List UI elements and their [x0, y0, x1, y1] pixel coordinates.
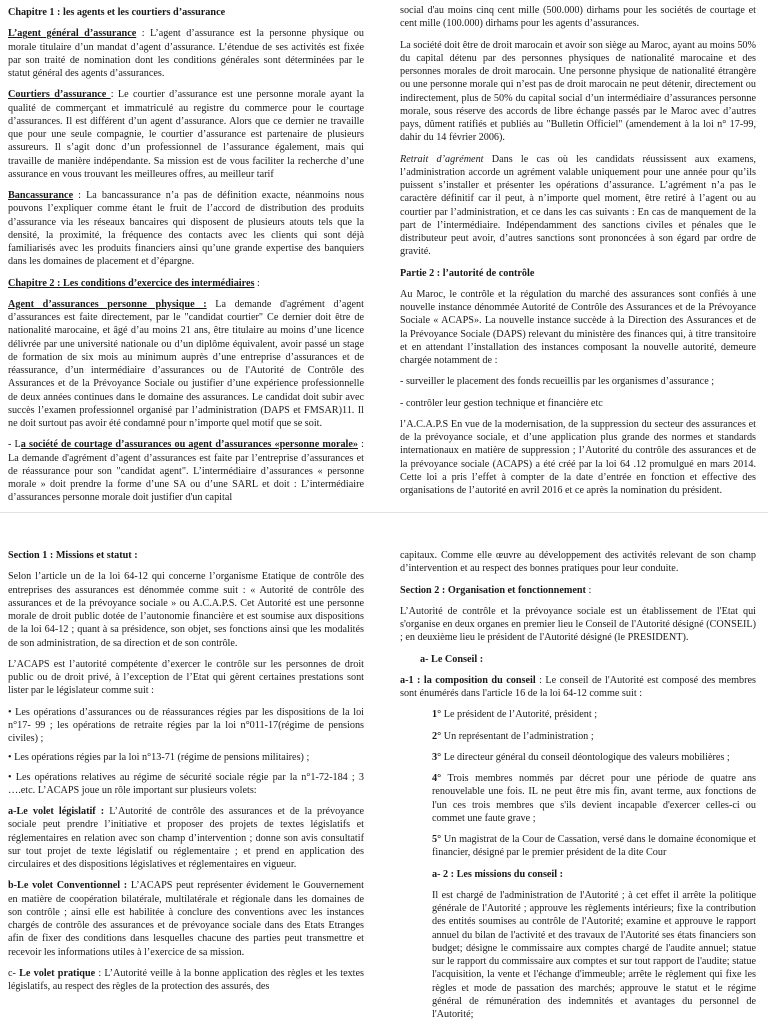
bottom-right-column	[400, 549, 756, 1024]
agent-term: L’agent général d’assurance	[8, 28, 137, 40]
volet-legislatif-text: L’Autorité de contrôle des assurances et de la prévoyance sociale peut prendre l’initiative et proposer des projets de textes législatifs et réglementaires en relation avec son champ d’intervention ; donne son avis consultatif sur tout projet de texte législatif ou réglementaire ; et prend en application des circulaires et des dispositions législatives et réglementaires en vigueur.	[8, 806, 364, 870]
agent-pp-text: La demande d'agrément d’agent d’assurances est faite directement, par le "candidat courtier" Ce dernier doit être de nationalité marocaine, et âgé d’au moins 21 ans, être titulaire au moins d’une licence délivrée par une université nationale ou d’un diplôme équivalent, avoir passé un stage de formation de six mois au minimum auprès d’une entreprise d’assurances et de réassurance, d’un intermédiaire d’assurances ou de l'Autorité de Contrôle des Assurances et de la Prévoyance Sociale ou justifier d’une expérience professionnelle de deux années continues dans le domaine des assurances. Le candidat doit subir avec succès l’examen professionnel organisé par l’administration (DAPS et FMSAR)11. Il ne doit surtout pas avoir été condamné pour n’importe quel motif que se soit.	[8, 298, 364, 429]
composition-paragraph	[400, 674, 756, 701]
top-left-column	[8, 6, 364, 512]
agent-pp-paragraph	[8, 298, 364, 431]
section2-heading	[400, 584, 756, 597]
maroc-paragraph: Au Maroc, le contrôle et la régulation du marché des assurances sont confiés à une nouvelle instance dénommée Autorité de Contrôle des Assurances et de la Prévoyance Sociale « ACAPS». La nouvelle instance succède à la Direction des Assurances et de la Prévoyance Sociale (DAPS) relevant du ministère des finances qui, à titre transitoire et en attendant l’installation des instances composant la nouvelle autorité, demeure chargée notamment de :	[400, 288, 756, 366]
section1-title: Section 1 : Missions et statut :	[8, 550, 138, 561]
section2-colon: :	[585, 584, 592, 596]
competente-paragraph: L’ACAPS est l’autorité compétente d’exercer le contrôle sur les personnes de droit public ou de droit privé, à l’exception de l’Etat qui gèrent certaines prestations sont lister par le législateur comme suit :	[8, 658, 364, 697]
conseil-title: a- Le Conseil :	[420, 653, 484, 665]
retrait-term: Retrait d’agrément	[400, 153, 484, 165]
capital-paragraph: social d'au moins cinq cent mille (500.000) dirhams pour les sociétés de courtage et cent mille (100.000) dirhams pour les agents d’assurances.	[400, 5, 756, 30]
volet-conventionnel-paragraph	[8, 879, 364, 959]
volet-pratique-prefix: c-	[8, 967, 20, 979]
volet-legislatif-term: a-Le volet législatif :	[8, 806, 105, 817]
operation-item-1: • Les opérations d’assurances ou de réassurances régies par les dispositions de la loi n°17- 99 ; les opérations de retraite régies par la loi n°011-17(régime de pensions civiles) ;	[8, 706, 364, 744]
courtier-paragraph	[8, 88, 364, 181]
retrait-text: Dans le cas où les candidats réussissent aux examens, l’administration accorde un agrément valable uniquement pour une année pour qu’ils puissent s’installer et présenter les opérations d’assurance. L’agrément n’a pas le caractère définitif car il peut, à n’importe quel moment, être retiré à l’agent ou au courtier par l’administration, et ce dans les cas suivants : En cas de manquement de la part de l’intermédiaire. Indépendamment des sanctions civiles et pénales que le distributeur peut avoir, d’autres sanctions sont prononcées à son égard par ordre de gravité.	[400, 153, 756, 258]
member-item-2	[400, 730, 756, 743]
bullet-controler: - contrôler leur gestion technique et financière etc	[400, 397, 603, 409]
member-item-4	[400, 772, 756, 825]
bottom-left-column	[8, 549, 364, 1001]
agent-pp-term: Agent d’assurances personne physique :	[8, 298, 207, 310]
composition-text: : Le conseil de l'Autorité est composé des membres sont énumérés dans l'article 16 de la loi 64-12 comme suit :	[400, 674, 757, 699]
bancassurance-paragraph	[8, 189, 364, 269]
bullet-surveiller: - surveiller le placement des fonds recueillis par les organismes d’assurance ;	[400, 376, 715, 388]
volet-pratique-text: : L’Autorité veille à la bonne application des règles et les textes législatifs, au respect des règles de la protection des assurés, des	[8, 967, 364, 992]
bancassurance-text: : La bancassurance n’a pas de définition exacte, néanmoins nous pouvons l’expliquer comme étant le fruit de l’accord de distribution des produits d’assurance via les réseaux bancaires qui disposent de plusieurs atouts tels que la densité, la proximité, la fréquence des contacts avec les clients qui sont déjà familiarisés avec les produits financiers ainsi qu’une grande expertise des banquiers dans les domaines de placement et d’épargne.	[8, 190, 364, 268]
section2-title: Section 2 : Organisation et fonctionnement	[400, 584, 586, 596]
member-item-1	[400, 708, 756, 721]
chapter2-heading	[8, 277, 364, 290]
member-number-3: 3°	[432, 751, 442, 763]
selon-paragraph: Selon l’article un de la loi 64-12 qui concerne l’organisme Etatique de contrôle des entreprises des assurances est dénommée comme suit : « Autorité de contrôle des assurances et de la prévoyance sociale » ou A.C.A.P.S. Cet Autorité est une personne morale de droit public dotée de l’autonomie financière et est soumise aux dispositions de la loi 64-12 ; quant à sa présidence, son objet, ses fonctions ainsi que les modalités de son administration, de sa direction et de son contrôle.	[8, 571, 364, 649]
member-text-4: Trois membres nommés par décret pour une période de quatre ans renouvelable une fois. IL ne peut être mis fin, avant terme, aux fonctions de l'un ces trois membres que s'ils devient incapable d'exercer celles-ci ou commet une faute grave ;	[432, 773, 756, 824]
page-bottom-half	[0, 512, 768, 1024]
etablissement-paragraph: L’Autorité de contrôle et la prévoyance sociale est un établissement de l'Etat qui s'organise en deux organes en premier lieu le Conseil de l'Autorité désigné (CONSEIL) ; en deuxième lieu le président de l'Autorité désigné (le PRESIDENT).	[400, 605, 756, 644]
member-item-3	[400, 751, 756, 764]
member-number-2: 2°	[432, 730, 442, 742]
societe-droit-paragraph: La société doit être de droit marocain et avoir son siège au Maroc, ayant au moins 50% du capital détenu par des personnes physiques de nationalité marocaine et des personnes morales de droit marocain. Une personne physique de nationalité étrangère ou une personne morale qui n’est pas de droit marocain ne peut détenir, directement ou indirectement, plus de 50% du capital social d’un intermédiaire d’assurances personne morale, sous réserve des accords de libre échange passés par le Maroc avec d’autres pays, dûment ratifiés et publiés au "Bulletin Officiel" (amendement à la loi n° 17-99, dahir du 14 février 2006).	[400, 39, 756, 144]
capitaux-paragraph: capitaux. Comme elle œuvre au développement des activités relevant de son champ d’intervention et au respect des bonnes pratiques pour leur conduite.	[400, 550, 756, 575]
retrait-paragraph	[400, 153, 756, 259]
operation-item-2: • Les opérations régies par la loi n°13-71 (régime de pensions militaires) ;	[8, 752, 310, 764]
chapter1-title: Chapitre 1 : les agents et les courtiers d’assurance	[8, 7, 226, 18]
volet-conventionnel-text: L’ACAPS peut représenter évidement le Gouvernement en matière de coopération bilatérale, multilatérale et régionale dans les domaines de son contrôle ; ainsi elle est habilitée à conclure des conventions avec les instances chargés de contrôle des assurances et de prévoyance sociale dans des Etats Etranges afin de fixer des conditions dans lesquelles chacune des parties peut transmettre et recevoir les informations utiles à l’exercice de sa mission.	[8, 880, 364, 958]
operation-item-3: • Les opérations relatives au régime de sécurité sociale régie par la n°1-72-184 ; 3 ….etc. L’ACAPS joue un rôle important sur plusieurs volets:	[8, 771, 364, 796]
top-right-column	[400, 4, 756, 505]
volet-legislatif-paragraph	[8, 805, 364, 871]
chapter2-title: Chapitre 2 : Les conditions d’exercice des intermédiaires	[8, 277, 255, 289]
agent-paragraph	[8, 27, 364, 80]
societe-text: : La demande d'agrément d’agent d’assurances est faite par l’entreprise d’assurances et de réassurance pour son "candidat agent". L’intermédiaire d’assurances « personne morale » doit prendre la forme d’une SA ou d’une SARL et doit : L’intermédiaire d’assurances personne morale doit justifier d'un capital	[8, 439, 364, 504]
missions-paragraph: Il est chargé de l'administration de l'Autorité ; à cet effet il arrête la politique générale de l'Autorité ; approuve les règlements intérieurs; fixe la contribution des entités soumises au contrôle de l'Autorité; examine et approuve le rapport annuel du bilan de l'activité et des travaux de l'Autorité ses états financiers son budget; désigne le commissaire aux comptes chargé de l'audite annuel; statue sur le rapport du commissaire aux comptes et sur tout rapport de l'audite; statue l'acquisition, la vente et l'échange d'immeuble; arrête le règlement qui fixe les règles et mode de passation des marchés; approuve le statut et le régime général de rémunération des indemnités et avantages du personnel de l'Autorité;	[432, 889, 756, 1020]
volet-pratique-term: Le volet pratique	[19, 967, 96, 979]
volet-conventionnel-term: b-Le volet Conventionnel :	[8, 880, 128, 892]
missions-title: a- 2 : Les missions du conseil :	[432, 868, 564, 880]
member-number-5: 5°	[432, 834, 442, 845]
agent-text: : L’agent d’assurance est la personne physique ou morale titulaire d’un mandat d’agent d’assurance. L’étendue de ses activités est fixée par son traité de nomination dont les conditions générales sont déterminées par le statut général des agents d’assurances.	[8, 28, 364, 79]
courtier-text: : Le courtier d’assurance est une personne morale ayant la qualité de commerçant et immatriculé au registre du commerce pour le courtage d’assurances. Il est différent d’un agent d’assurance. Alors que ce dernier ne travaille que pour une seule compagnie, le courtier d’assurance est partenaire de plusieurs assureurs. Il s’agit donc d’un professionnel de l’assurance également, mais qui travaille de manière indépendante. Sa mission est de vous faciliter la recherche d’une assurance en vous trouvant les meilleures offres, au meilleur tarif	[8, 89, 364, 180]
member-text-3: Le directeur général du conseil déontologique des valeurs mobilières ;	[441, 751, 730, 763]
acaps-paragraph: l’A.C.A.P.S En vue de la modernisation, de la suppression du secteur des assurances et de la prévoyance sociale, et d’une application plus grande des normes et standards internationaux en matière de suppression ; l’Autorité du contrôle des assurances et de la prévoyance sociale (ACAPS) a été créé par la loi 64 .12 promulgué en mars 2014. Cette loi a pris l’effet à compter de la date d’entrée en fonction et effective des organisations de l’autorité en avril 2016 et ce après la nomination du président.	[400, 418, 756, 496]
member-item-5	[400, 833, 756, 860]
member-number-1: 1°	[432, 709, 442, 721]
societe-paragraph	[8, 438, 364, 504]
societe-term: a société de courtage d’assurances ou agent d’assurances «personne morale»	[20, 439, 359, 451]
courtier-term: Courtiers d’assurance	[8, 89, 111, 101]
bancassurance-term: Bancassurance	[8, 190, 74, 201]
societe-prefix: - L	[8, 439, 21, 451]
member-text-2: Un représentant de l’administration ;	[441, 730, 594, 742]
partie2-title: Partie 2 : l’autorité de contrôle	[400, 267, 535, 279]
member-text-5: Un magistrat de la Cour de Cassation, versé dans le domaine économique et financier, désigné par le premier président de la dite Cour	[432, 834, 756, 859]
member-number-4: 4°	[432, 773, 442, 784]
member-text-1: Le président de l’Autorité, président ;	[441, 709, 598, 721]
composition-term: a-1 : la composition du conseil	[400, 674, 536, 686]
volet-pratique-paragraph	[8, 967, 364, 994]
chapter2-colon: :	[254, 277, 260, 289]
